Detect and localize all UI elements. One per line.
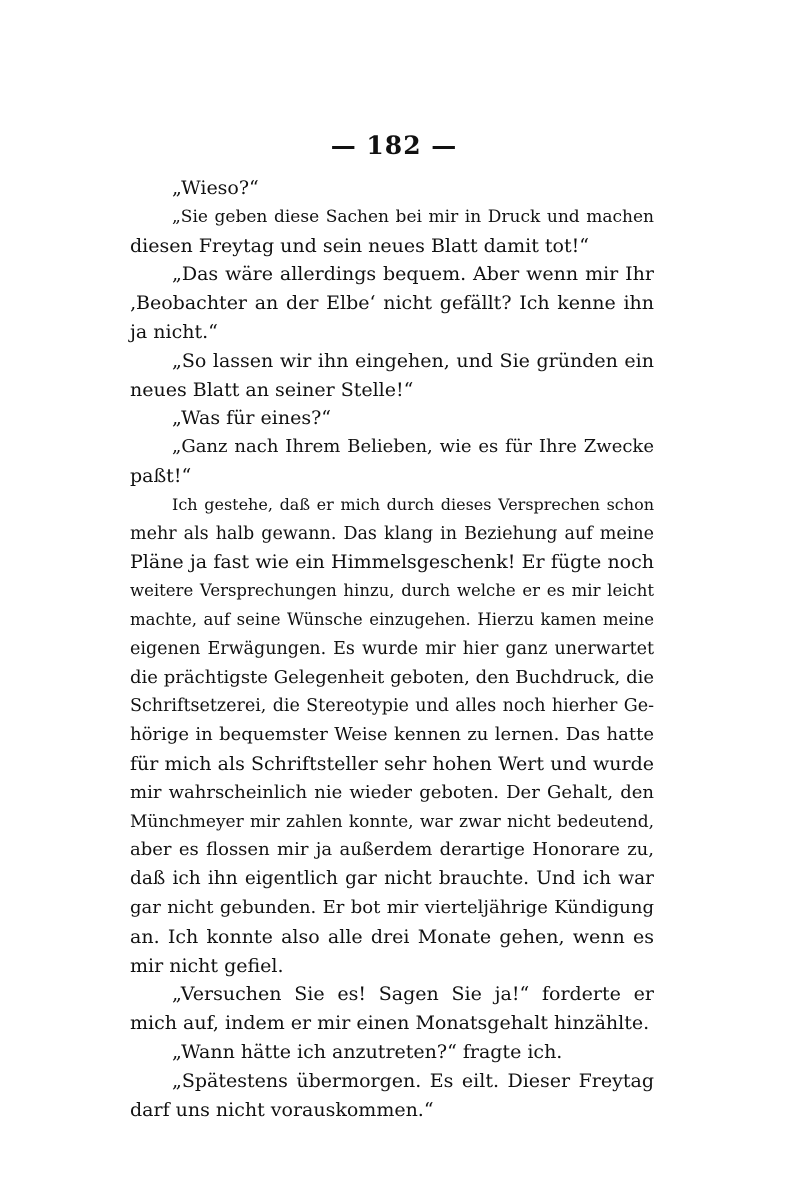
text-line: „Sie geben diese Sachen bei mir in Druck und machen	[172, 206, 654, 227]
text-line: darf uns nicht vorauskommen.“	[130, 1098, 434, 1121]
text-line: „Das wäre allerdings bequem. Aber wenn mir Ihr	[172, 263, 654, 286]
text-line: eigenen Erwägungen. Es wurde mir hier ganz unerwartet	[130, 638, 654, 659]
text-line: weitere Versprechungen hinzu, durch welche er es mir leicht	[130, 581, 654, 601]
text-line: gar nicht gebunden. Er bot mir vierteljährige Kündigung	[130, 896, 654, 918]
text-line: „Was für eines?“	[172, 407, 332, 430]
body-text	[130, 174, 654, 1124]
text-line: „Versuchen Sie es! Sagen Sie ja!“ forderte er	[172, 983, 654, 1006]
text-line: mir wahrscheinlich nie wieder geboten. Der Gehalt, den	[130, 781, 654, 803]
text-line: machte, auf seine Wünsche einzugehen. Hierzu kamen meine	[130, 609, 654, 629]
text-line: „Spätestens übermorgen. Es eilt. Dieser Freytag	[172, 1069, 654, 1092]
text-line: „Ganz nach Ihrem Belieben, wie es für Ihre Zwecke	[172, 436, 654, 458]
text-line: „Wann hätte ich anzutreten?“ fragte ich.	[172, 1040, 563, 1063]
text-line: für mich als Schriftsteller sehr hohen Wert und wurde	[130, 752, 654, 775]
text-line: mir nicht gefiel.	[130, 954, 284, 977]
text-line: an. Ich konnte also alle drei Monate gehen, wenn es	[130, 925, 654, 948]
text-line: Ich gestehe, daß er mich durch dieses Versprechen schon	[172, 494, 654, 514]
text-line: hörige in bequemster Weise kennen zu lernen. Das hatte	[130, 724, 654, 746]
text-line: Münchmeyer mir zahlen konnte, war zwar nicht bedeutend,	[130, 811, 654, 832]
text-line: daß ich ihn eigentlich gar nicht brauchte. Und ich war	[130, 868, 654, 890]
text-line: „Wieso?“	[172, 177, 259, 199]
text-line: aber es flossen mir ja außerdem derartige Honorare zu,	[130, 839, 654, 861]
text-line: mich auf, indem er mir einen Monatsgehalt hinzählte.	[130, 1012, 650, 1035]
text-line: neues Blatt an seiner Stelle!“	[130, 378, 414, 401]
text-line: die prächtigste Gelegenheit geboten, den Buchdruck, die	[130, 666, 654, 688]
text-line: paßt!“	[130, 464, 192, 487]
text-line: mehr als halb gewann. Das klang in Beziehung auf meine	[130, 523, 654, 544]
text-line: ‚Beobachter an der Elbe‘ nicht gefällt? Ich kenne ihn	[130, 292, 654, 315]
text-line: Pläne ja fast wie ein Himmelsgeschenk! Er fügte noch	[130, 551, 654, 574]
page-number: — 182 —	[330, 131, 458, 160]
text-line: Schriftsetzerei, die Stereotypie und alles noch hierher Ge-	[130, 696, 654, 717]
text-line: „So lassen wir ihn eingehen, und Sie gründen ein	[172, 349, 654, 372]
text-line: ja nicht.“	[130, 320, 218, 343]
text-line: diesen Freytag und sein neues Blatt damit tot!“	[130, 234, 589, 257]
